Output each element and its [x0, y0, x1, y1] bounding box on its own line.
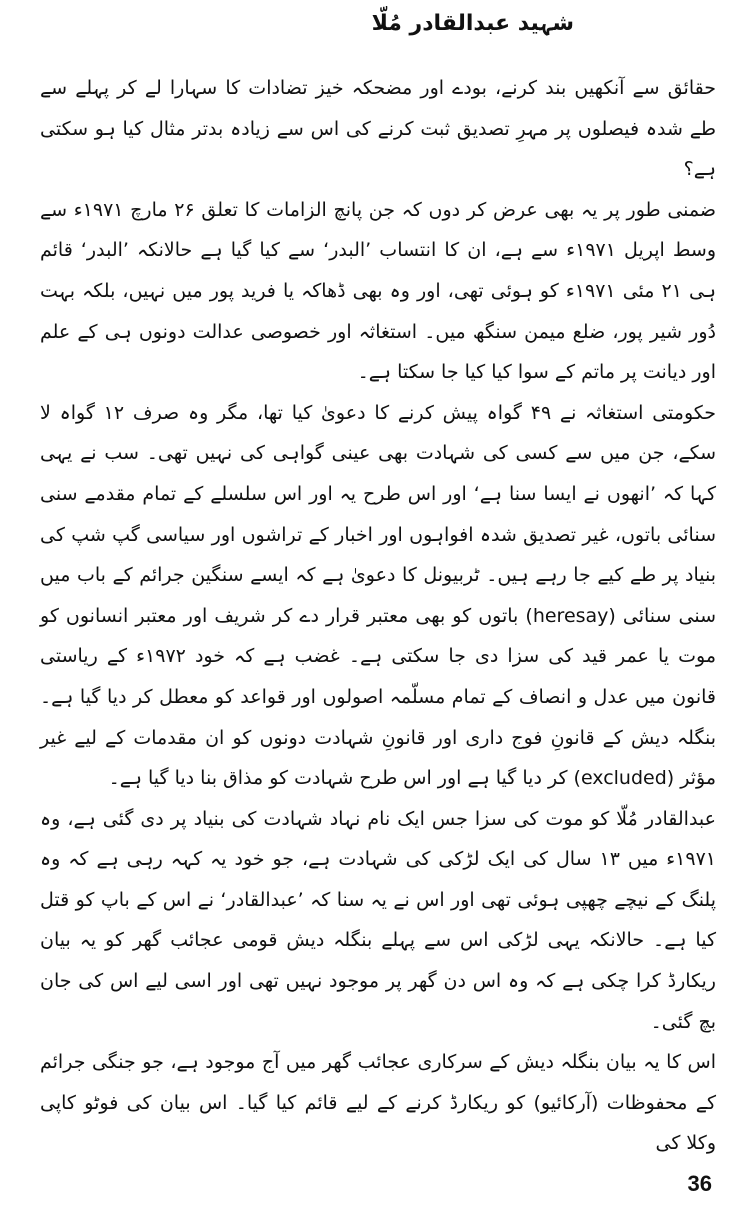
paragraph-3: حکومتی استغاثہ نے ۴۹ گواہ پیش کرنے کا دعویٰ کیا تھا، مگر وہ صرف ۱۲ گواہ لا سکے، جن میں سے کسی کی شہادت بھی عینی گواہی کی نہیں تھی۔ سب نے یہی کہا کہ ’انھوں نے ایسا سنا ہے‘ اور اس طرح یہ اور اس سلسلے کے تمام مقدمے سنی سنائی باتوں، غیر تصدیق شدہ افواہوں اور اخبار کے تراشوں اور سیاسی گپ شپ کی بنیاد پر طے کیے جا رہے ہیں۔ ٹربیونل کا دعویٰ ہے کہ ایسے سنگین جرائم کے باب میں سنی سنائی (heresay) باتوں کو بھی معتبر قرار دے کر شریف اور معتبر انسانوں کو موت یا عمر قید کی سزا دی جا سکتی ہے۔ غضب ہے کہ خود ۱۹۷۲ء کے ریاستی قانون میں عدل و انصاف کے تمام مسلّمہ اصولوں اور قواعد کو معطل کر دیا گیا ہے۔ بنگلہ دیش کے قانونِ فوج داری اور قانونِ شہادت دونوں کو ان مقدمات کے لیے غیر مؤثر (excluded) کر دیا گیا ہے اور اس طرح شہادت کو مذاق بنا دیا گیا ہے۔	[40, 401, 717, 790]
paragraph-1: حقائق سے آنکھیں بند کرنے، بودے اور مضحکہ خیز تضادات کا سہارا لے کر پہلے سے طے شدہ فیصلوں پر مہرِ تصدیق ثبت کرنے کی اس سے زیادہ بدتر مثال کیا ہو سکتی ہے؟	[40, 77, 716, 181]
page-number: 36	[687, 1171, 712, 1196]
paragraph-5: اس کا یہ بیان بنگلہ دیش کے سرکاری عجائب گھر میں آج موجود ہے، جو جنگی جرائم کے محفوظات (آرکائیو) کو ریکارڈ کرنے کے لیے قائم کیا گیا۔ اس بیان کی فوٹو کاپی وکلا کی	[40, 1051, 716, 1155]
running-head: شہید عبدالقادر مُلّا	[371, 11, 574, 36]
paragraph-2: ضمنی طور پر یہ بھی عرض کر دوں کہ جن پانچ الزامات کا تعلق ۲۶ مارچ ۱۹۷۱ء سے وسط اپریل ۱۹۷۱ء سے ہے، ان کا انتساب ’البدر‘ سے کیا گیا ہے حالانکہ ’البدر‘ قائم ہی ۲۱ مئی ۱۹۷۱ء کو ہوئی تھی، اور وہ بھی ڈھاکہ یا فرید پور میں نہیں، بلکہ بہت دُور شیر پور، ضلع میمن سنگھ میں۔ استغاثہ اور خصوصی عدالت دونوں ہی کے علم اور دیانت پر ماتم کے سوا کیا کیا جا سکتا ہے۔	[40, 198, 717, 384]
paragraph-4: عبدالقادر مُلّا کو موت کی سزا جس ایک نام نہاد شہادت کی بنیاد پر دی گئی ہے، وہ ۱۹۷۱ء میں ۱۳ سال کی ایک لڑکی کی شہادت ہے، جو خود یہ کہہ رہی ہے کہ وہ پلنگ کے نیچے چھپی ہوئی تھی اور اس نے یہ سنا کہ ’عبدالقادر‘ نے اس کے باپ کو قتل کیا ہے۔ حالانکہ یہی لڑکی اس سے پہلے بنگلہ دیش قومی عجائب گھر کو یہ بیان ریکارڈ کرا چکی ہے کہ وہ اس دن گھر پر موجود نہیں تھی اور اسی لیے اس کی جان بچ گئی۔	[40, 807, 716, 1033]
body-text	[40, 68, 716, 1164]
